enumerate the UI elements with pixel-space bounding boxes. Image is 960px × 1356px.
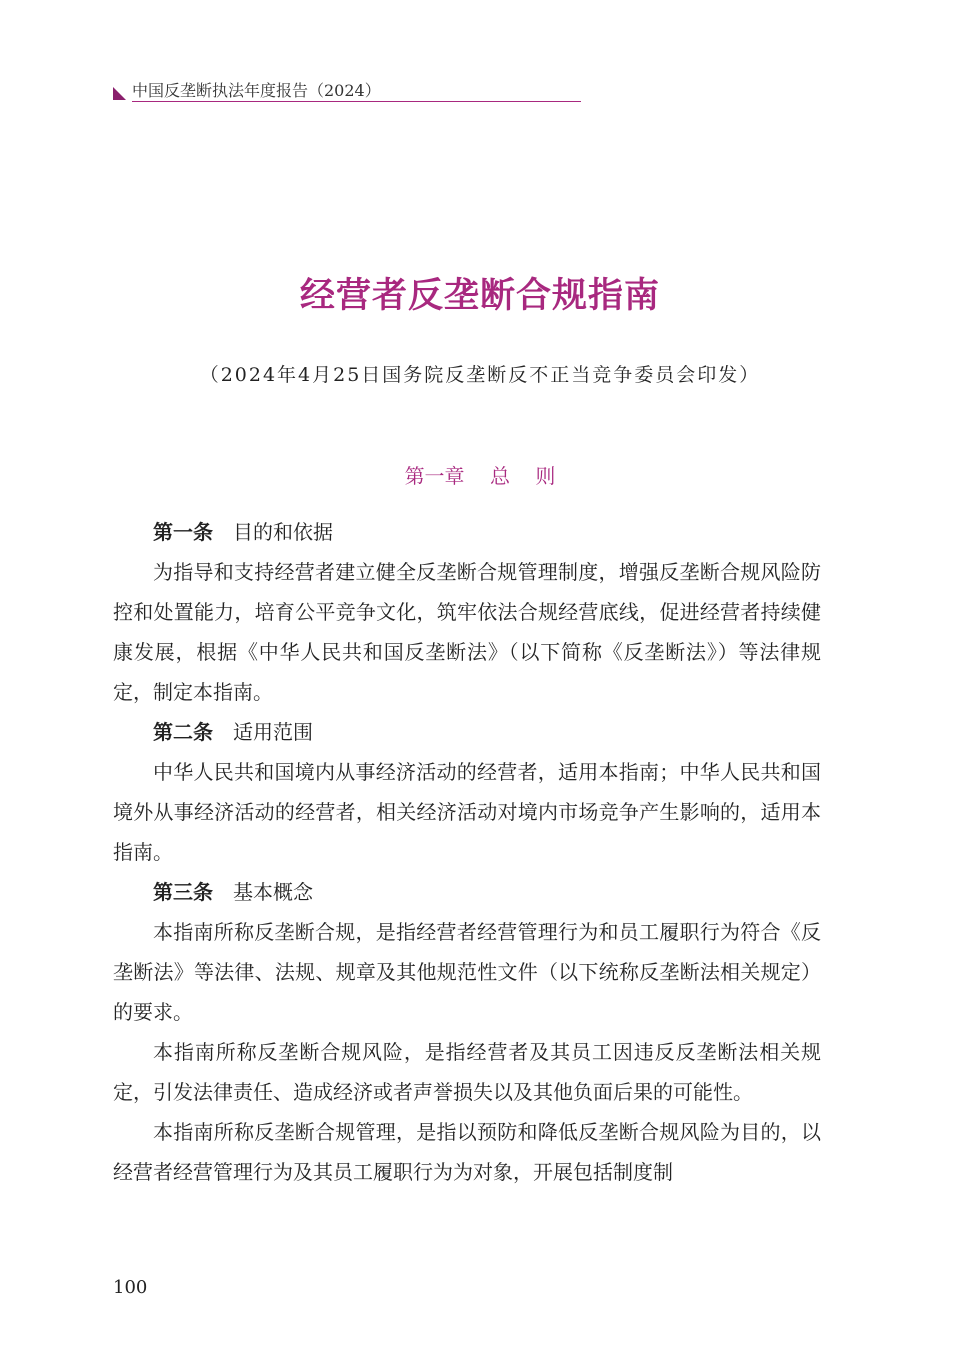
running-header (113, 78, 581, 102)
chapter-title: 第一章 总 则 (404, 464, 556, 488)
article-number: 第三条 (153, 880, 213, 904)
page-number: 100 (113, 1277, 148, 1298)
article-name: 目的和依据 (233, 520, 333, 544)
article-paragraph: 本指南所称反垄断合规管理，是指以预防和降低反垄断合规风险为目的，以经营者经营管理行为及其员工履职行为为对象，开展包括制度制 (113, 1120, 821, 1184)
article-heading (113, 872, 821, 912)
article-paragraph: 为指导和支持经营者建立健全反垄断合规管理制度，增强反垄断合规风险防控和处置能力，培育公平竞争文化，筑牢依法合规经营底线，促进经营者持续健康发展，根据《中华人民共和国反垄断法》（以下简称《反垄断法》）等法律规定，制定本指南。 (113, 560, 821, 704)
article-heading (113, 512, 821, 552)
body-text (113, 512, 821, 1192)
header-marker-icon (113, 87, 126, 100)
running-header-title: 中国反垄断执法年度报告（2024） (132, 81, 381, 100)
document-subtitle: （2024年4月25日国务院反垄断反不正当竞争委员会印发） (199, 364, 761, 386)
document-title: 经营者反垄断合规指南 (299, 276, 660, 316)
article-paragraph: 中华人民共和国境内从事经济活动的经营者，适用本指南；中华人民共和国境外从事经济活动的经营者，相关经济活动对境内市场竞争产生影响的，适用本指南。 (113, 760, 821, 864)
article-paragraph: 本指南所称反垄断合规风险，是指经营者及其员工因违反反垄断法相关规定，引发法律责任、造成经济或者声誉损失以及其他负面后果的可能性。 (113, 1040, 821, 1104)
article-paragraph: 本指南所称反垄断合规，是指经营者经营管理行为和员工履职行为符合《反垄断法》等法律、法规、规章及其他规范性文件（以下统称反垄断法相关规定）的要求。 (113, 920, 821, 1024)
article-name: 基本概念 (233, 880, 313, 904)
article-heading (113, 712, 821, 752)
header-rule (132, 101, 581, 102)
article-name: 适用范围 (233, 720, 313, 744)
article-number: 第一条 (153, 520, 213, 544)
article-number: 第二条 (153, 720, 213, 744)
